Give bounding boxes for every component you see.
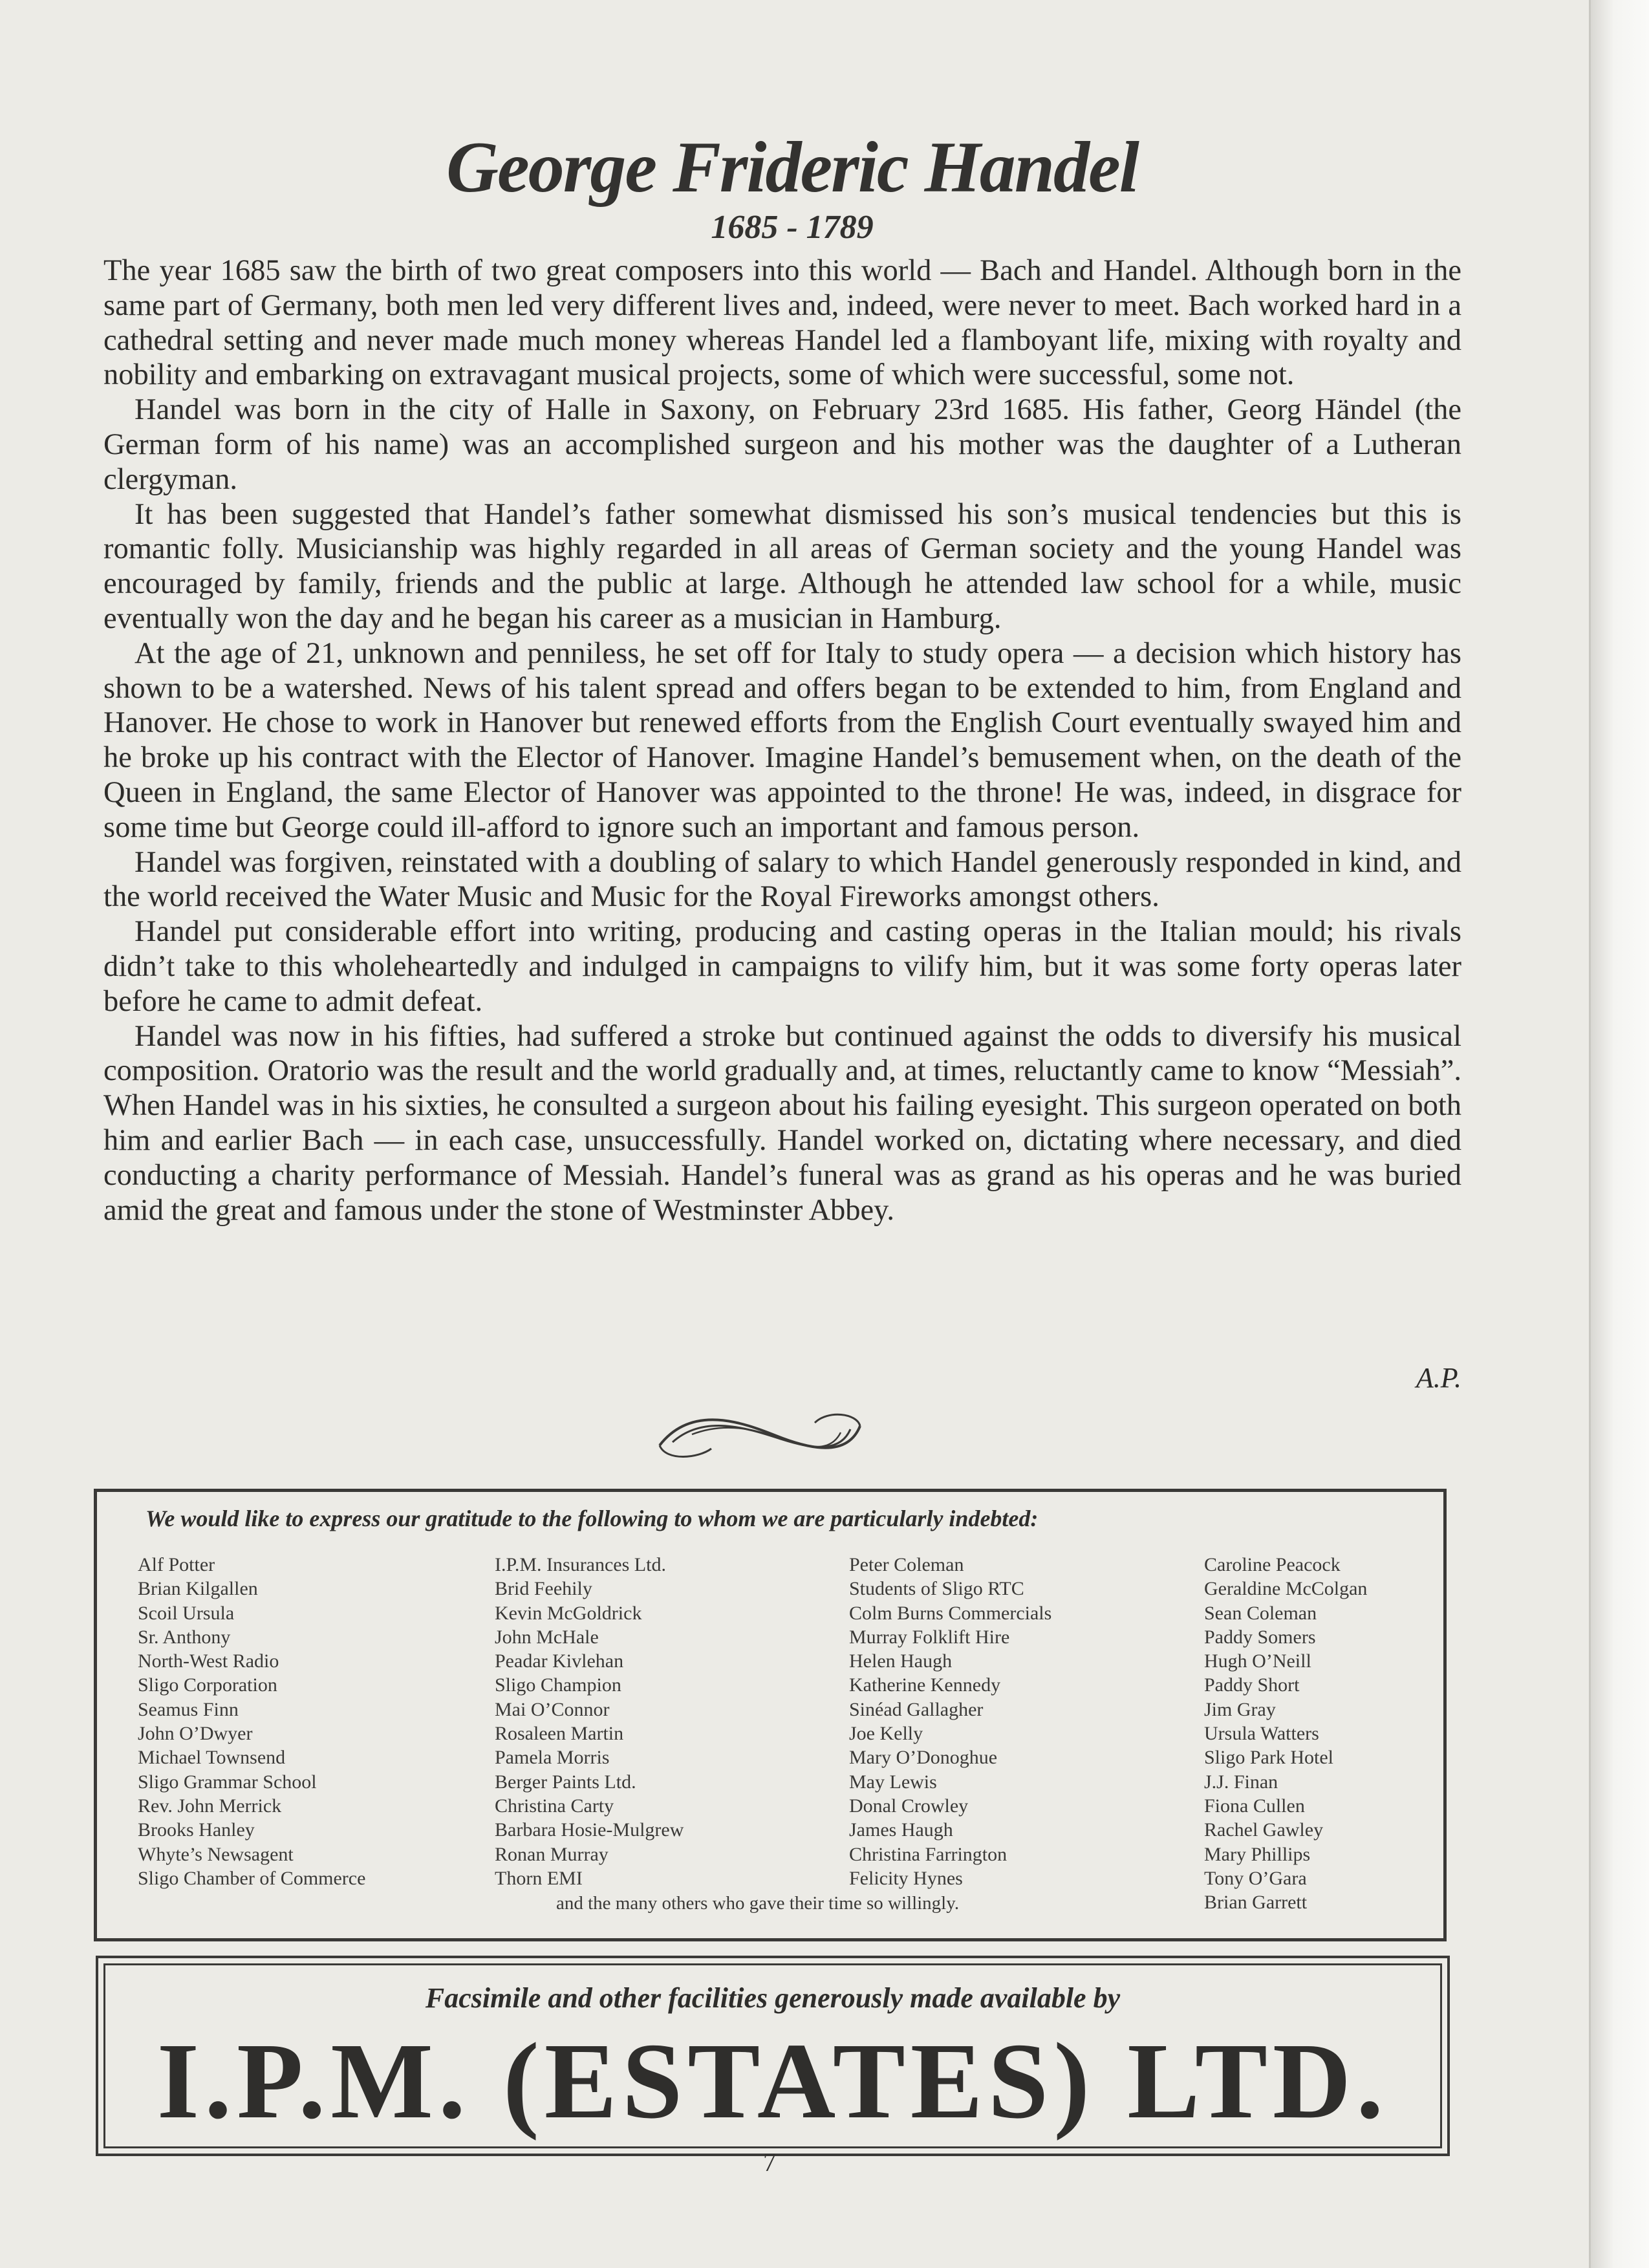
- list-item: Seamus Finn: [138, 1698, 239, 1720]
- article-paragraph: Handel put considerable effort into writing, producing and casting operas in the Italian mould; his rivals didn’t take to this wholeheartedly and indulged in campaigns to vilify him, but it was some forty operas later before he came to admit defeat.: [103, 915, 1461, 1018]
- list-item: May Lewis: [849, 1771, 937, 1793]
- list-item: Michael Townsend: [138, 1747, 286, 1769]
- list-item: Thorn EMI: [495, 1867, 583, 1889]
- list-item: Brian Kilgallen: [138, 1578, 258, 1600]
- article-dates: 1685 - 1789: [711, 209, 874, 246]
- sponsor-box: [96, 1956, 1450, 2156]
- sponsor-name: I.P.M. (ESTATES) LTD.: [156, 2021, 1389, 2141]
- acknowledgements-box: [94, 1489, 1447, 1941]
- list-item: Alf Potter: [138, 1554, 215, 1575]
- list-item: Geraldine McColgan: [1204, 1578, 1368, 1600]
- page-number: 7: [763, 2148, 776, 2177]
- list-item: Sr. Anthony: [138, 1626, 231, 1648]
- list-item: Tony O’Gara: [1204, 1867, 1307, 1889]
- list-item: Sean Coleman: [1204, 1602, 1317, 1624]
- list-item: John O’Dwyer: [138, 1723, 253, 1745]
- list-item: Sligo Park Hotel: [1204, 1747, 1333, 1769]
- list-item: Sinéad Gallagher: [849, 1698, 984, 1720]
- list-item: Rosaleen Martin: [495, 1723, 624, 1745]
- list-item: Whyte’s Newsagent: [138, 1843, 294, 1865]
- article-title: George Frideric Handel: [446, 127, 1138, 208]
- list-item: Mary Phillips: [1204, 1843, 1311, 1865]
- author-signature: A.P.: [1416, 1362, 1461, 1394]
- flourish-ornament-icon: [653, 1397, 867, 1468]
- acknowledgements-heading: We would like to express our gratitude to the following to whom we are particularly indebted:: [146, 1506, 1039, 1531]
- list-item: Rachel Gawley: [1204, 1819, 1324, 1841]
- list-item: Paddy Somers: [1204, 1626, 1316, 1648]
- list-item: Kevin McGoldrick: [495, 1602, 642, 1624]
- list-item: J.J. Finan: [1204, 1771, 1278, 1793]
- list-item: Ursula Watters: [1204, 1723, 1319, 1745]
- list-item: Colm Burns Commercials: [849, 1602, 1052, 1624]
- list-item: Helen Haugh: [849, 1650, 953, 1672]
- acknowledgements-column-4: [1204, 1553, 1367, 1914]
- article-paragraph: Handel was now in his fifties, had suffered a stroke but continued against the odds to diversify his musical composition. Oratorio was the result and the world gradually and, at times, reluctantly came to know “Messiah”. When Handel was in his sixties, he consulted a surgeon about his failing eyesight. This surgeon operated on both him and earlier Bach — in each case, unsuccessfully. Handel worked on, dictating where necessary, and died conducting a charity performance of Messiah. Handel’s funeral was as grand as his operas and he was buried amid the great and famous under the stone of Westminster Abbey.: [103, 1019, 1461, 1227]
- list-item: James Haugh: [849, 1819, 953, 1841]
- list-item: Christina Farrington: [849, 1843, 1008, 1865]
- list-item: Caroline Peacock: [1204, 1554, 1341, 1575]
- list-item: Paddy Short: [1204, 1674, 1300, 1696]
- list-item: Ronan Murray: [495, 1843, 609, 1865]
- article-paragraph: The year 1685 saw the birth of two great composers into this world — Bach and Handel. Although born in the same part of Germany, both men led very different lives and, indeed, were never to meet. Bach worked hard in a cathedral setting and never made much money whereas Handel led a flamboyant life, mixing with royalty and nobility and embarking on extravagant musical projects, some of which were successful, some not.: [103, 254, 1461, 392]
- list-item: Brooks Hanley: [138, 1819, 255, 1841]
- article-paragraph: At the age of 21, unknown and penniless, he set off for Italy to study opera — a decision which history has shown to be a watershed. News of his talent spread and offers began to be extended to him, from England and Hanover. He chose to work in Hanover but renewed efforts from the English Court eventually swayed him and he broke up his contract with the Elector of Hanover. Imagine Handel’s bemusement when, on the death of the Queen in England, the same Elector of Hanover was appointed to the throne! He was, indeed, in disgrace for some time but George could ill-afford to ignore such an important and famous person.: [103, 636, 1461, 844]
- list-item: Mary O’Donoghue: [849, 1747, 998, 1769]
- list-item: Murray Folklift Hire: [849, 1626, 1010, 1648]
- list-item: John McHale: [495, 1626, 599, 1648]
- list-item: Brid Feehily: [495, 1578, 592, 1600]
- acknowledgements-footer: and the many others who gave their time so willingly.: [556, 1893, 960, 1914]
- article-body: [103, 254, 1461, 1227]
- list-item: Sligo Grammar School: [138, 1771, 317, 1793]
- list-item: Christina Carty: [495, 1795, 614, 1817]
- list-item: Felicity Hynes: [849, 1867, 963, 1889]
- list-item: Berger Paints Ltd.: [495, 1771, 636, 1793]
- list-item: Donal Crowley: [849, 1795, 969, 1817]
- list-item: Rev. John Merrick: [138, 1795, 282, 1817]
- list-item: Joe Kelly: [849, 1723, 923, 1745]
- list-item: Brian Garrett: [1204, 1892, 1308, 1914]
- article-paragraph: Handel was born in the city of Halle in Saxony, on February 23rd 1685. His father, Georg Händel (the German form of his name) was an accomplished surgeon and his mother was the daughter of a Lutheran clergyman.: [103, 393, 1461, 496]
- list-item: Jim Gray: [1204, 1698, 1276, 1720]
- list-item: Peter Coleman: [849, 1554, 964, 1575]
- list-item: Hugh O’Neill: [1204, 1650, 1311, 1672]
- list-item: Scoil Ursula: [138, 1602, 235, 1624]
- list-item: Sligo Corporation: [138, 1674, 277, 1696]
- article-paragraph: It has been suggested that Handel’s father somewhat dismissed his son’s musical tendencies but this is romantic folly. Musicianship was highly regarded in all areas of German society and the young Handel was encouraged by family, friends and the public at large. Although he attended law school for a while, music eventually won the day and he began his career as a musician in Hamburg.: [103, 497, 1461, 635]
- sponsor-label: Facsimile and other facilities generously made available by: [425, 1982, 1121, 2014]
- list-item: Sligo Chamber of Commerce: [138, 1867, 366, 1889]
- page-edge: [1589, 0, 1649, 2268]
- acknowledgements-column-3: [849, 1553, 1051, 1890]
- list-item: Katherine Kennedy: [849, 1674, 1001, 1696]
- list-item: Mai O’Connor: [495, 1698, 610, 1720]
- acknowledgements-column-1: [138, 1553, 365, 1890]
- list-item: Peadar Kivlehan: [495, 1650, 624, 1672]
- list-item: Sligo Champion: [495, 1674, 621, 1696]
- article-paragraph: Handel was forgiven, reinstated with a doubling of salary to which Handel generously responded in kind, and the world received the Water Music and Music for the Royal Fireworks amongst others.: [103, 845, 1461, 914]
- list-item: Barbara Hosie-Mulgrew: [495, 1819, 684, 1841]
- list-item: I.P.M. Insurances Ltd.: [495, 1554, 666, 1575]
- acknowledgements-column-2: [495, 1553, 684, 1890]
- list-item: Pamela Morris: [495, 1747, 610, 1769]
- list-item: Fiona Cullen: [1204, 1795, 1305, 1817]
- list-item: Students of Sligo RTC: [849, 1578, 1024, 1600]
- list-item: North-West Radio: [138, 1650, 279, 1672]
